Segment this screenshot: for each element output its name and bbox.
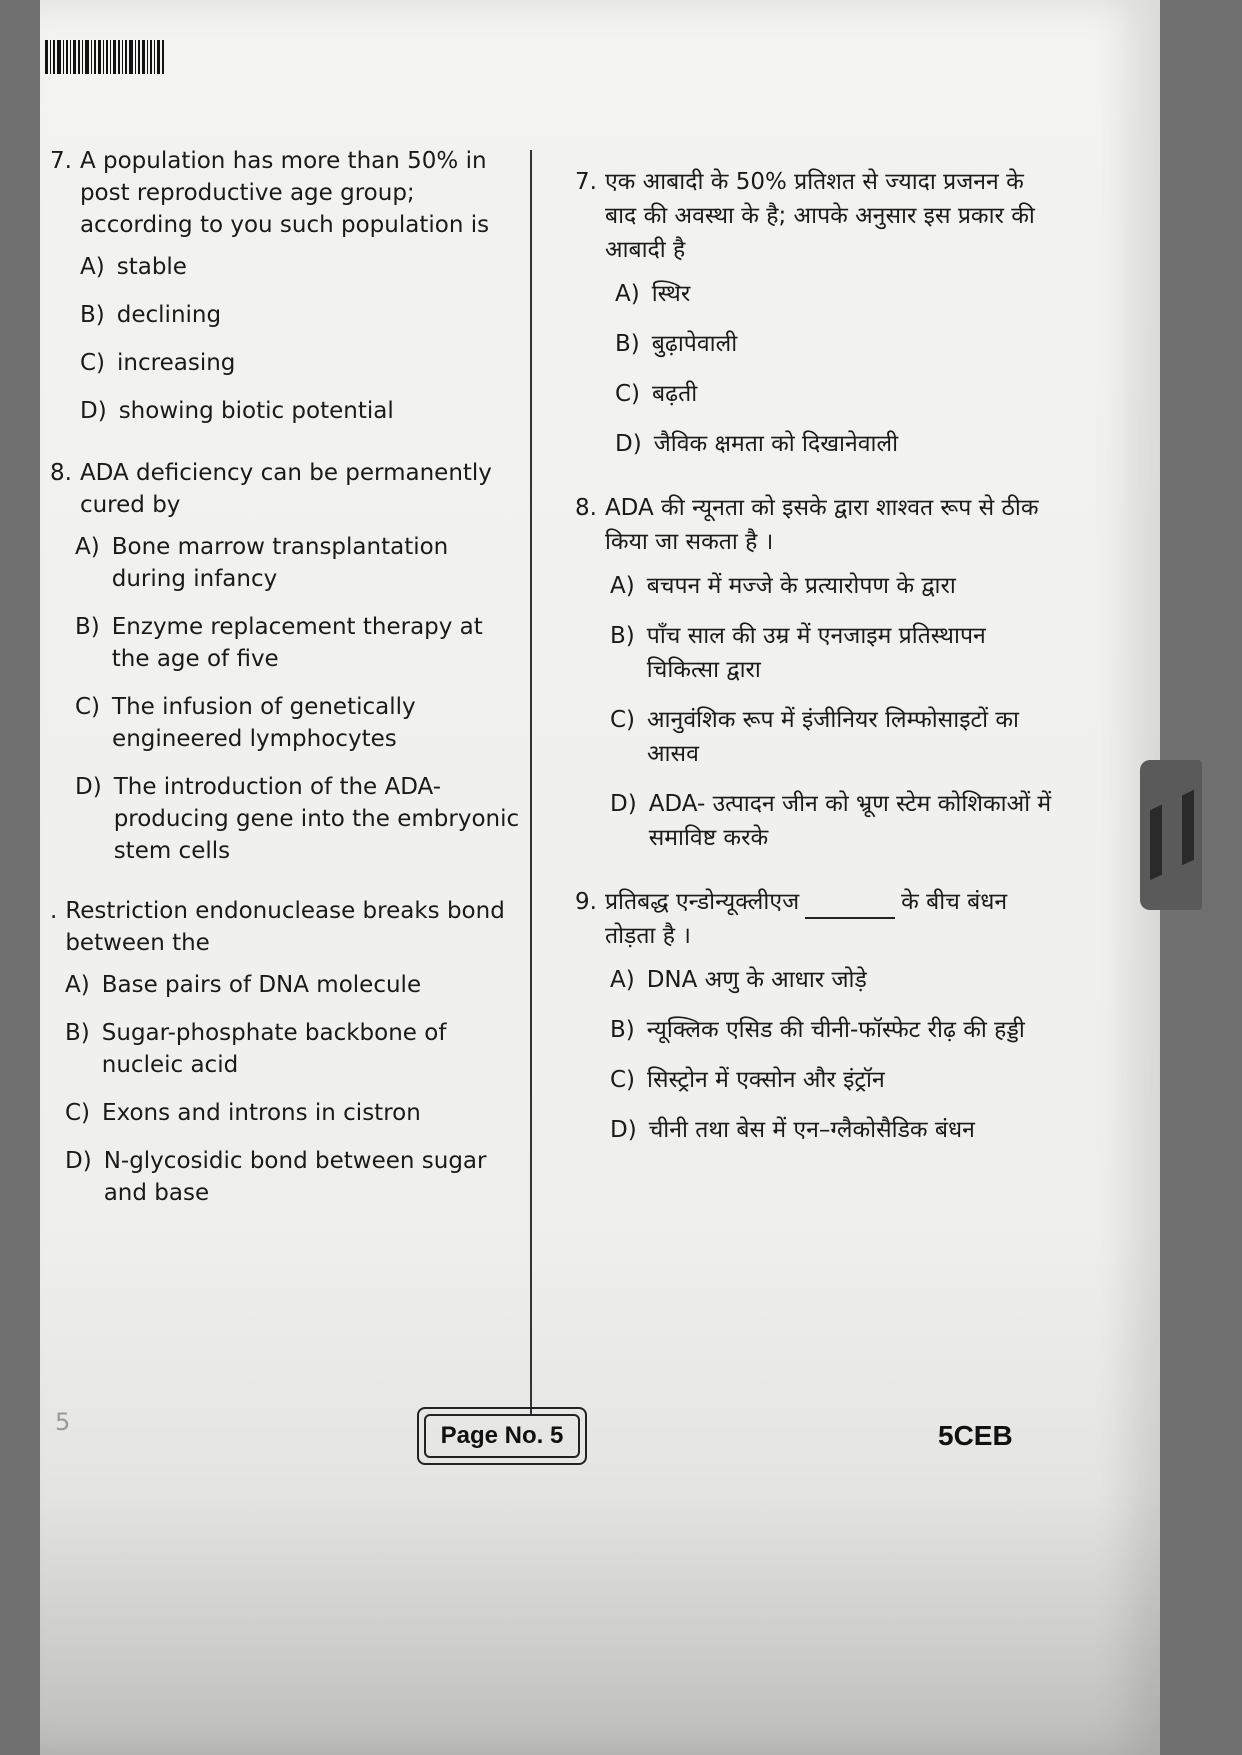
option-a[interactable]: A) Base pairs of DNA molecule <box>65 972 422 998</box>
question-8-hindi <box>575 491 1055 855</box>
question-number: 9. <box>575 889 597 915</box>
margin-page-number: 5 <box>55 1408 71 1436</box>
barcode <box>45 40 165 74</box>
column-divider <box>530 150 532 1415</box>
question-text: ADA की न्यूनता को इसके द्वारा शाश्वत रूप से ठीक किया जा सकता है । <box>604 495 1039 555</box>
question-number: 8. <box>50 460 72 486</box>
option-a[interactable]: A) stable <box>80 254 187 280</box>
option-a[interactable]: A) बचपन में मज्जे के प्रत्यारोपण के द्वारा <box>610 573 956 599</box>
option-b[interactable]: B) पाँच साल की उम्र में एनजाइम प्रतिस्थापन चिकित्सा द्वारा <box>610 623 986 683</box>
option-d[interactable]: D) The introduction of the ADA-producing gene into the embryonic stem cells <box>75 774 520 864</box>
option-d[interactable]: D) N-glycosidic bond between sugar and base <box>65 1148 487 1206</box>
question-number: 7. <box>50 148 72 174</box>
option-b[interactable]: B) declining <box>80 302 222 328</box>
question-number: . <box>50 898 58 924</box>
option-c[interactable]: C) increasing <box>80 350 236 376</box>
option-c[interactable]: C) सिस्ट्रोन में एक्सोन और इंट्रॉन <box>610 1067 885 1093</box>
question-text: A population has more than 50% in post reproductive age group; according to you such population is <box>79 148 490 238</box>
option-d[interactable]: D) चीनी तथा बेस में एन–ग्लैकोसैडिक बंधन <box>610 1117 975 1143</box>
option-b[interactable]: B) Sugar-phosphate backbone of nucleic acid <box>65 1020 447 1078</box>
option-d[interactable]: D) showing biotic potential <box>80 398 394 424</box>
option-c[interactable]: C) बढ़ती <box>615 381 698 407</box>
question-7-hindi <box>575 165 1055 461</box>
option-b[interactable]: B) Enzyme replacement therapy at the age of five <box>75 614 483 672</box>
option-b[interactable]: B) न्यूक्लिक एसिड की चीनी-फॉस्फेट रीढ़ की हड्डी <box>610 1017 1025 1043</box>
option-d[interactable]: D) ADA- उत्पादन जीन को भ्रूण स्टेम कोशिकाओं में समाविष्ट करके <box>610 791 1052 851</box>
hindi-column <box>575 165 1055 1169</box>
option-a[interactable]: A) Bone marrow transplantation during infancy <box>75 534 449 592</box>
option-c[interactable]: C) आनुवंशिक रूप में इंजीनियर लिम्फोसाइटों का आसव <box>610 707 1019 767</box>
page-number-label: Page No. 5 <box>424 1414 580 1458</box>
option-d[interactable]: D) जैविक क्षमता को दिखानेवाली <box>615 431 899 457</box>
option-c[interactable]: C) The infusion of genetically engineered lymphocytes <box>75 694 416 752</box>
question-7-english <box>50 145 520 427</box>
question-9-hindi <box>575 885 1055 1147</box>
fill-in-blank <box>805 893 895 919</box>
question-text: ADA deficiency can be permanently cured by <box>79 460 492 518</box>
option-b[interactable]: B) बुढ़ापेवाली <box>615 331 738 357</box>
question-number: 8. <box>575 495 597 521</box>
question-text: एक आबादी के 50% प्रतिशत से ज्यादा प्रजनन के बाद की अवस्था के है; आपके अनुसार इस प्रकार की आबादी है <box>604 169 1035 263</box>
question-text: प्रतिबद्ध एन्डोन्यूक्लीएज के बीच बंधन तोड़ता है । <box>604 889 1008 949</box>
english-column <box>50 145 520 1231</box>
question-text: Restriction endonuclease breaks bond between the <box>65 898 505 956</box>
option-a[interactable]: A) DNA अणु के आधार जोड़े <box>610 967 867 993</box>
question-9-english <box>50 895 520 1209</box>
question-8-english <box>50 457 520 867</box>
question-number: 7. <box>575 169 597 195</box>
option-c[interactable]: C) Exons and introns in cistron <box>65 1100 421 1126</box>
booklet-code: 5CEB <box>938 1420 1013 1451</box>
page-number-box <box>417 1407 587 1465</box>
option-a[interactable]: A) स्थिर <box>615 281 691 307</box>
